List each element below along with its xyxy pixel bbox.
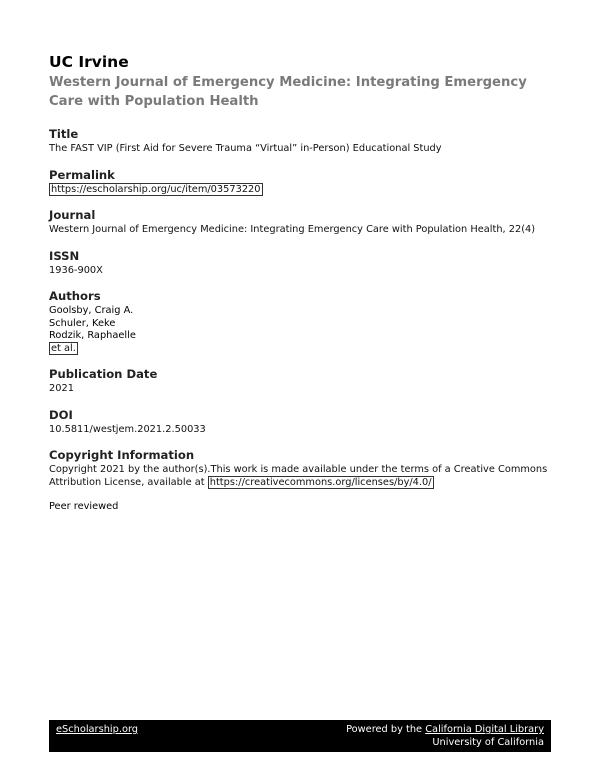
footer-bar xyxy=(49,720,551,752)
permalink-label: Permalink xyxy=(49,167,115,182)
document-page xyxy=(49,53,559,514)
title-label: Title xyxy=(49,127,79,141)
campus-name: UC Irvine xyxy=(49,53,129,71)
doi-section xyxy=(49,408,559,437)
doi-value: 10.5811/westjem.2021.2.50033 xyxy=(49,423,206,435)
author-name: Goolsby, Craig A. xyxy=(49,305,134,316)
publication-date-value: 2021 xyxy=(49,383,74,394)
journal-label: Journal xyxy=(49,208,96,222)
permalink-link[interactable]: https://escholarship.org/uc/item/03573220 xyxy=(51,183,261,195)
escholarship-link[interactable]: eScholarship.org xyxy=(56,724,139,735)
copyright-section xyxy=(49,448,559,489)
et-al-link[interactable]: et al. xyxy=(51,342,76,354)
doi-label: DOI xyxy=(49,407,73,422)
issn-label: ISSN xyxy=(49,248,80,263)
journal-value: Western Journal of Emergency Medicine: Integrating Emergency Care with Population Health, 22(4) xyxy=(49,224,536,235)
university-name: University of California xyxy=(432,737,544,748)
publication-date-label: Publication Date xyxy=(49,367,158,381)
cdl-link[interactable]: California Digital Library xyxy=(425,724,544,735)
peer-reviewed-note: Peer reviewed xyxy=(49,501,119,512)
permalink-section xyxy=(49,168,559,197)
powered-by-text: Powered by the xyxy=(346,724,423,735)
publication-date-section xyxy=(49,367,559,396)
author-name: Rodzik, Raphaelle xyxy=(49,330,136,341)
copyright-statement: Copyright 2021 by the author(s).This work is made available under the terms of a Creative Commons Attribution License, available at xyxy=(49,464,548,488)
authors-section xyxy=(49,289,559,355)
author-name: Schuler, Keke xyxy=(49,317,116,329)
title-section xyxy=(49,127,559,156)
title-value: The FAST VIP (First Aid for Severe Trauma “Virtual” in-Person) Educational Study xyxy=(49,143,442,154)
journal-heading: Western Journal of Emergency Medicine: Integrating Emergency Care with Population Health xyxy=(49,75,527,109)
copyright-label: Copyright Information xyxy=(49,448,195,462)
issn-section xyxy=(49,249,559,278)
issn-value: 1936-900X xyxy=(49,264,103,276)
journal-section xyxy=(49,208,559,237)
license-link[interactable]: https://creativecommons.org/licenses/by/4.0/ xyxy=(209,476,432,488)
authors-label: Authors xyxy=(49,289,101,303)
copyright-text xyxy=(49,464,559,489)
